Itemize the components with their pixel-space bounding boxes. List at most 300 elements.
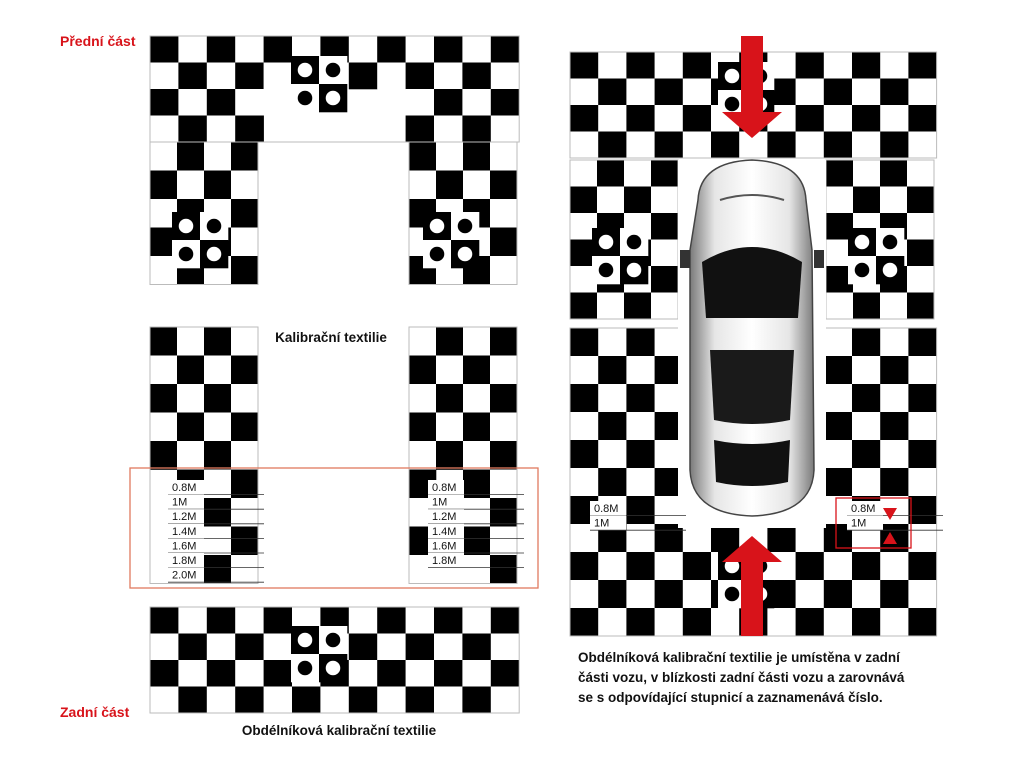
checker-square — [150, 384, 177, 413]
checker-square — [598, 580, 627, 608]
checker-square — [490, 470, 517, 499]
checker-square — [204, 441, 231, 470]
checker-square — [177, 327, 204, 356]
checker-square — [204, 555, 231, 584]
calibration-fabric-label: Kalibrační textilie — [275, 330, 387, 345]
checker-square — [204, 327, 231, 356]
checker-square — [597, 160, 624, 187]
checker-square — [434, 660, 463, 687]
calibration-dot — [326, 91, 341, 106]
checker-square — [824, 328, 853, 356]
car-top-view — [678, 160, 826, 528]
checker-square — [655, 105, 684, 132]
checker-square — [711, 524, 740, 552]
checker-square — [880, 440, 909, 468]
checker-square — [436, 142, 463, 171]
checker-square — [178, 607, 207, 634]
scale-label: 1.6M — [432, 540, 457, 553]
checker-square — [796, 105, 825, 132]
calibration-dot — [627, 263, 642, 278]
checker-square — [796, 580, 825, 608]
checker-square — [406, 116, 435, 143]
checker-square — [491, 687, 520, 714]
checker-square — [231, 171, 258, 200]
checker-square — [434, 89, 463, 116]
calibration-dot — [430, 247, 445, 262]
checker-square — [907, 266, 934, 293]
checker-square — [150, 89, 179, 116]
calibration-dot — [298, 661, 313, 676]
checker-square — [264, 634, 293, 661]
checker-square — [231, 256, 258, 285]
checker-square — [178, 660, 207, 687]
checker-square — [598, 79, 627, 106]
checker-square — [491, 660, 520, 687]
checker-square — [824, 608, 853, 636]
checker-square — [908, 384, 937, 412]
checker-square — [409, 384, 436, 413]
checker-square — [880, 132, 909, 159]
checker-square — [406, 63, 435, 90]
checker-square — [231, 199, 258, 228]
checker-square — [796, 552, 825, 580]
checker-square — [406, 36, 435, 63]
checker-square — [235, 634, 264, 661]
checker-square — [178, 36, 207, 63]
checker-square — [409, 327, 436, 356]
checker-square — [824, 552, 853, 580]
description-paragraph — [578, 648, 958, 708]
calibration-dot — [855, 235, 870, 250]
checker-square — [570, 187, 597, 214]
checker-square — [826, 187, 853, 214]
checker-square — [462, 63, 491, 90]
description-line-3: se s odpovídající stupnicí a zaznamenává číslo. — [578, 690, 883, 705]
checker-square — [462, 116, 491, 143]
checker-square — [231, 384, 258, 413]
calibration-dot — [207, 247, 222, 262]
checker-square — [204, 356, 231, 385]
checker-square — [683, 552, 712, 580]
rect-fabric-label: Obdélníková kalibrační textilie — [241, 723, 437, 738]
checker-square — [651, 240, 678, 267]
calibration-dot — [298, 633, 313, 648]
scale-label: 1M — [594, 517, 610, 530]
checker-square — [178, 116, 207, 143]
rear-left-column — [150, 327, 258, 584]
checker-square — [907, 187, 934, 214]
checker-square — [651, 266, 678, 293]
checker-square — [626, 356, 655, 384]
car-windshield — [702, 247, 802, 318]
checker-square — [231, 228, 258, 257]
calibration-dot — [430, 219, 445, 234]
checker-square — [150, 142, 177, 171]
checker-square — [880, 580, 909, 608]
checker-square — [150, 607, 179, 634]
checker-square — [908, 132, 937, 159]
car-roof-glass — [710, 350, 794, 424]
checker-square — [907, 240, 934, 267]
checker-square — [626, 384, 655, 412]
checker-square — [852, 79, 881, 106]
checker-square — [207, 63, 236, 90]
checker-square — [824, 52, 853, 79]
checker-square — [570, 52, 599, 79]
checker-square — [655, 79, 684, 106]
checker-square — [178, 89, 207, 116]
checker-square — [598, 132, 627, 159]
checker-square — [683, 608, 712, 636]
checker-square — [150, 413, 177, 442]
checker-square — [235, 36, 264, 63]
checker-square — [150, 634, 179, 661]
checker-square — [880, 412, 909, 440]
checker-square — [204, 171, 231, 200]
checker-square — [852, 440, 881, 468]
checker-square — [463, 413, 490, 442]
checker-square — [264, 36, 293, 63]
checker-square — [852, 328, 881, 356]
checker-square — [824, 468, 853, 496]
checker-square — [683, 105, 712, 132]
checker-square — [292, 687, 321, 714]
checker-square — [231, 527, 258, 556]
checker-square — [852, 356, 881, 384]
checker-square — [683, 79, 712, 106]
checker-square — [150, 660, 179, 687]
checker-square — [796, 132, 825, 159]
checker-square — [406, 634, 435, 661]
checker-square — [908, 52, 937, 79]
checker-square — [908, 608, 937, 636]
checker-square — [626, 105, 655, 132]
checker-square — [320, 687, 349, 714]
checker-square — [852, 608, 881, 636]
checker-square — [264, 687, 293, 714]
checker-square — [655, 580, 684, 608]
checker-square — [377, 607, 406, 634]
front-part-label: Přední část — [60, 33, 136, 49]
calibration-dot — [883, 235, 898, 250]
scale-label: 1.4M — [432, 525, 457, 538]
checker-square — [231, 441, 258, 470]
checker-square — [231, 555, 258, 584]
checker-square — [235, 63, 264, 90]
scale-label: 0.8M — [851, 503, 876, 515]
checker-square — [178, 687, 207, 714]
checker-square — [852, 412, 881, 440]
checker-square — [436, 356, 463, 385]
checker-square — [409, 441, 436, 470]
checker-square — [462, 607, 491, 634]
checker-square — [490, 199, 517, 228]
checker-square — [598, 440, 627, 468]
checker-square — [570, 552, 599, 580]
checker-square — [824, 79, 853, 106]
checker-square — [626, 468, 655, 496]
checker-square — [377, 36, 406, 63]
checker-square — [796, 79, 825, 106]
checker-square — [150, 116, 179, 143]
checker-square — [570, 412, 599, 440]
checker-square — [824, 580, 853, 608]
checker-square — [880, 160, 907, 187]
checker-square — [177, 356, 204, 385]
checker-square — [463, 498, 490, 527]
checker-square — [852, 580, 881, 608]
checker-square — [626, 132, 655, 159]
checker-square — [908, 105, 937, 132]
checker-square — [406, 89, 435, 116]
checker-square — [434, 607, 463, 634]
checker-square — [852, 52, 881, 79]
checker-square — [624, 187, 651, 214]
checker-square — [824, 440, 853, 468]
checker-square — [491, 634, 520, 661]
checker-square — [796, 52, 825, 79]
calibration-fabric-area — [260, 145, 408, 585]
checker-square — [264, 63, 293, 90]
checker-square — [462, 634, 491, 661]
checker-square — [377, 63, 406, 90]
checker-square — [463, 171, 490, 200]
checker-square — [570, 79, 599, 106]
checker-square — [150, 356, 177, 385]
car-left-dot-target — [592, 228, 648, 284]
checker-square — [409, 142, 436, 171]
checker-square — [651, 160, 678, 187]
checker-square — [204, 527, 231, 556]
calibration-dot — [298, 63, 313, 78]
checker-square — [406, 607, 435, 634]
checker-square — [434, 687, 463, 714]
description-line-2: části vozu, v blízkosti zadní části vozu a zarovnává — [578, 670, 905, 685]
checker-square — [491, 607, 520, 634]
checker-square — [434, 116, 463, 143]
checker-square — [880, 328, 909, 356]
checker-square — [626, 79, 655, 106]
calibration-dot — [298, 91, 313, 106]
scale-label: 1.8M — [172, 555, 197, 567]
checker-square — [207, 660, 236, 687]
checker-square — [626, 328, 655, 356]
checker-square — [204, 413, 231, 442]
checker-square — [626, 52, 655, 79]
checker-square — [204, 384, 231, 413]
checker-square — [150, 441, 177, 470]
checker-square — [570, 293, 597, 320]
calibration-dot — [179, 247, 194, 262]
checker-square — [626, 412, 655, 440]
checker-square — [409, 413, 436, 442]
checker-square — [826, 160, 853, 187]
checker-square — [683, 132, 712, 159]
checker-square — [462, 36, 491, 63]
checker-square — [491, 63, 520, 90]
checker-square — [570, 384, 599, 412]
front-left-dot-target — [172, 212, 228, 268]
checker-square — [178, 634, 207, 661]
checker-square — [150, 171, 177, 200]
checker-square — [651, 187, 678, 214]
checker-square — [767, 524, 796, 552]
checker-square — [908, 412, 937, 440]
checker-square — [907, 160, 934, 187]
checker-square — [683, 524, 712, 552]
checker-square — [463, 527, 490, 556]
checker-square — [655, 608, 684, 636]
checker-square — [908, 580, 937, 608]
checker-square — [853, 187, 880, 214]
checker-square — [406, 660, 435, 687]
checker-square — [207, 607, 236, 634]
checker-square — [626, 608, 655, 636]
checker-square — [264, 660, 293, 687]
checker-square — [463, 327, 490, 356]
front-dot-target — [291, 56, 347, 112]
checker-square — [463, 356, 490, 385]
checker-square — [880, 52, 909, 79]
checker-square — [624, 160, 651, 187]
calibration-dot — [458, 247, 473, 262]
checker-square — [463, 142, 490, 171]
front-right-dot-target — [423, 212, 479, 268]
scale-label: 1.2M — [432, 511, 457, 524]
checker-square — [377, 687, 406, 714]
car-mirror-right — [814, 250, 824, 268]
checker-square — [824, 105, 853, 132]
checker-square — [434, 63, 463, 90]
checker-square — [207, 116, 236, 143]
calibration-dot — [725, 69, 740, 84]
checker-square — [491, 116, 520, 143]
checker-square — [570, 328, 599, 356]
checker-square — [908, 328, 937, 356]
checker-square — [651, 213, 678, 240]
checker-square — [490, 171, 517, 200]
description-line-1: Obdélníková kalibrační textilie je umístěna v zadní — [578, 650, 900, 665]
checker-square — [264, 607, 293, 634]
checker-square — [463, 470, 490, 499]
checker-square — [624, 293, 651, 320]
checker-square — [349, 634, 378, 661]
checker-square — [570, 468, 599, 496]
checker-square — [231, 498, 258, 527]
checker-square — [824, 412, 853, 440]
checker-square — [626, 440, 655, 468]
checker-square — [231, 142, 258, 171]
checker-square — [626, 524, 655, 552]
scale-label: 1.6M — [172, 540, 197, 553]
calibration-dot — [599, 263, 614, 278]
checker-square — [462, 660, 491, 687]
checker-square — [490, 142, 517, 171]
checker-square — [598, 105, 627, 132]
car-right-dot-target — [848, 228, 904, 284]
checker-square — [436, 441, 463, 470]
checker-square — [177, 441, 204, 470]
checker-square — [463, 384, 490, 413]
checker-square — [177, 142, 204, 171]
checker-square — [655, 552, 684, 580]
checker-square — [177, 384, 204, 413]
scale-label: 0.8M — [172, 482, 197, 494]
checker-square — [907, 213, 934, 240]
checker-square — [824, 356, 853, 384]
checker-square — [597, 187, 624, 214]
checker-square — [377, 660, 406, 687]
checker-square — [490, 555, 517, 584]
checker-square — [150, 36, 179, 63]
checker-square — [490, 384, 517, 413]
checker-square — [207, 634, 236, 661]
checker-square — [406, 687, 435, 714]
scale-label: 1.8M — [432, 555, 457, 567]
checker-square — [853, 160, 880, 187]
checker-square — [177, 171, 204, 200]
checker-square — [626, 552, 655, 580]
checker-square — [852, 384, 881, 412]
checker-square — [598, 468, 627, 496]
checker-square — [570, 580, 599, 608]
scale-label: 1M — [172, 496, 188, 509]
checker-square — [907, 293, 934, 320]
checker-square — [597, 293, 624, 320]
checker-square — [409, 356, 436, 385]
checker-square — [598, 552, 627, 580]
checker-square — [852, 552, 881, 580]
checker-square — [207, 36, 236, 63]
calibration-dot — [599, 235, 614, 250]
checker-square — [908, 552, 937, 580]
checker-square — [490, 527, 517, 556]
checker-square — [231, 356, 258, 385]
checker-square — [491, 36, 520, 63]
checker-square — [231, 413, 258, 442]
calibration-dot — [326, 633, 341, 648]
checker-square — [570, 160, 597, 187]
checker-square — [570, 132, 599, 159]
checker-square — [908, 496, 937, 524]
checker-square — [436, 171, 463, 200]
checker-square — [824, 132, 853, 159]
checker-square — [880, 293, 907, 320]
checker-square — [207, 89, 236, 116]
calibration-dot — [326, 63, 341, 78]
calibration-dot — [627, 235, 642, 250]
calibration-dot — [883, 263, 898, 278]
checker-square — [150, 687, 179, 714]
checker-square — [178, 63, 207, 90]
checker-square — [231, 327, 258, 356]
checker-square — [204, 142, 231, 171]
checker-square — [880, 608, 909, 636]
checker-square — [852, 132, 881, 159]
checker-square — [231, 470, 258, 499]
checker-square — [570, 608, 599, 636]
calibration-dot — [855, 263, 870, 278]
checker-square — [711, 608, 740, 636]
rear-dot-target — [291, 626, 347, 682]
calibration-dot — [207, 219, 222, 234]
scale-label: 1.2M — [172, 511, 197, 524]
checker-square — [235, 660, 264, 687]
checker-square — [204, 470, 231, 499]
checker-square — [598, 356, 627, 384]
checker-square — [852, 468, 881, 496]
checker-square — [436, 327, 463, 356]
